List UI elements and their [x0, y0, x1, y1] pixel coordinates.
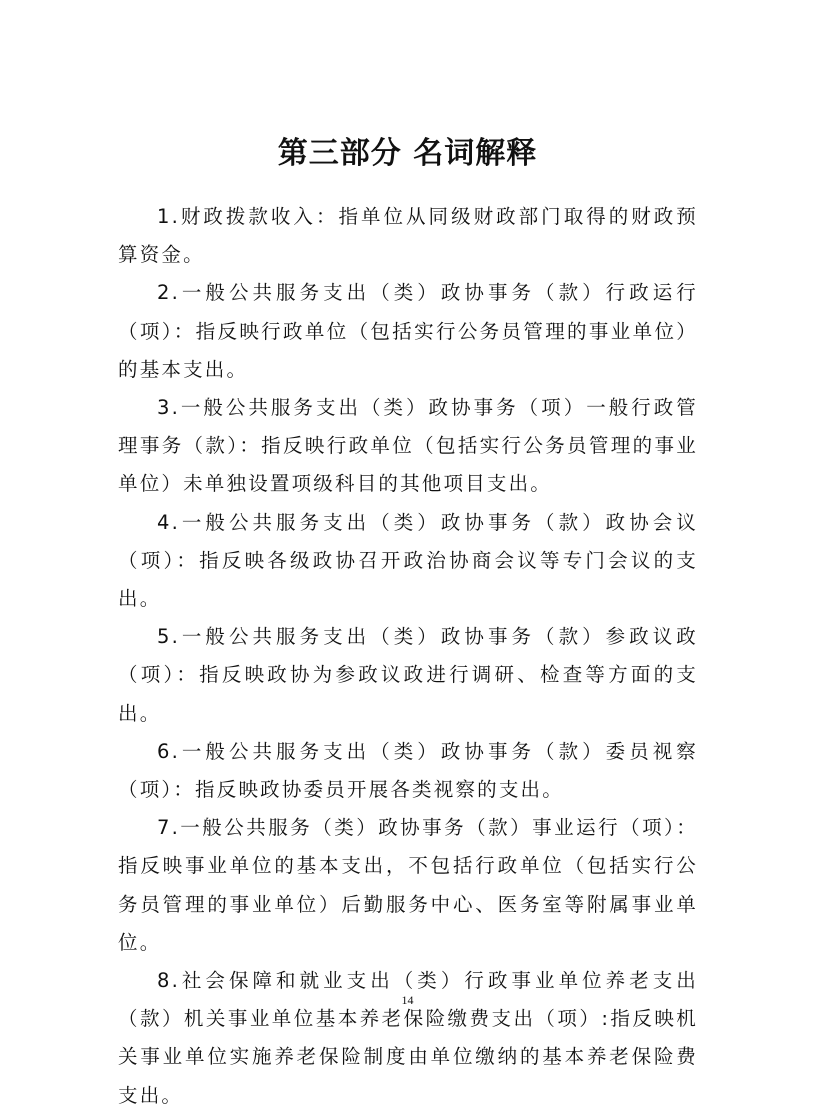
page-title: 第三部分 名词解释 [277, 136, 538, 171]
paragraph-7: 7.一般公共服务（类）政协事务（款）事业运行（项）：指反映事业单位的基本支出，不包括行政单位（包括实行公务员管理的事业单位）后勤服务中心、医务室等附属事业单位。 [118, 816, 698, 954]
document-body [118, 198, 698, 1115]
paragraph-6: 6.一般公共服务支出（类）政协事务（款）委员视察（项）：指反映政协委员开展各类视察的支出。 [118, 739, 698, 802]
paragraph-8: 8.社会保障和就业支出（类）行政事业单位养老支出（款）机关事业单位基本养老保险缴费支出（项）:指反映机关事业单位实施养老保险制度由单位缴纳的基本养老保险费支出。 [118, 969, 698, 1107]
page-number: 14 [401, 993, 414, 1007]
paragraph-4: 4.一般公共服务支出（类）政协事务（款）政协会议（项）：指反映各级政协召开政治协商会议等专门会议的支出。 [118, 510, 698, 611]
paragraph-3: 3.一般公共服务支出（类）政协事务（项）一般行政管理事务（款）：指反映行政单位（包括实行公务员管理的事业单位）未单独设置项级科目的其他项目支出。 [118, 396, 698, 496]
paragraph-1: 1.财政拨款收入：指单位从同级财政部门取得的财政预算资金。 [118, 205, 698, 267]
paragraph-2: 2.一般公共服务支出（类）政协事务（款）行政运行（项）：指反映行政单位（包括实行公务员管理的事业单位）的基本支出。 [118, 281, 698, 381]
paragraph-5: 5.一般公共服务支出（类）政协事务（款）参政议政（项）：指反映政协为参政议政进行调研、检查等方面的支出。 [118, 625, 698, 725]
